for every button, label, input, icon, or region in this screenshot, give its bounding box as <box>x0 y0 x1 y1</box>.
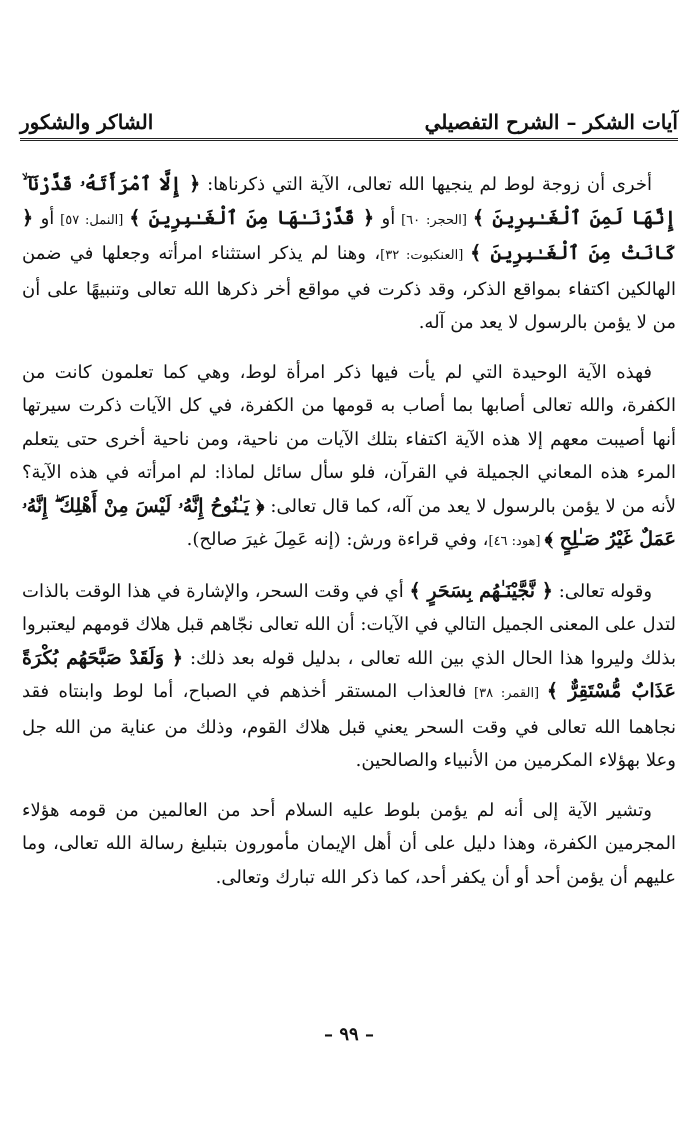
verse-reference: [العنكبوت: ٣٢] <box>380 248 471 263</box>
body-paragraph <box>22 575 676 778</box>
running-header <box>20 100 678 141</box>
quran-verse: ﴿ قَدَّرْنَـٰهَا مِنَ ٱلْغَـٰبِرِينَ ﴾ <box>129 206 375 229</box>
body-text: فالعذاب المستقر أخذهم في الصباح، أما لوط وابنتاه فقد نجاهما الله تعالى في وقت السحر يعني قبل هلاك القوم، وذلك من عناية من الله جل وعلا بهؤلاء المكرمين من الأنبياء والصالحين. <box>22 681 676 771</box>
body-text: أو <box>374 207 396 229</box>
page-number: – ٩٩ – <box>324 1024 374 1045</box>
quran-verse: ﴿ يَـٰنُوحُ إِنَّهُۥ لَيْسَ مِنْ أَهْلِكَ ۖ إِنَّهُۥ عَمَلٌ غَيْرُ صَـٰلِحٍ ﴾ <box>22 494 676 550</box>
quran-verse: ﴿ نَّجَّيْنَـٰهُم بِسَحَرٍ ﴾ <box>409 579 553 602</box>
quran-verse: ﴿ وَلَقَدْ صَبَّحَهُم بُكْرَةً عَذَابٌ مُّسْتَقِرٌّ ﴾ <box>22 646 676 702</box>
verse-reference: [القمر: ٣٨] <box>466 686 547 701</box>
body-text: وتشير الآية إلى أنه لم يؤمن بلوط عليه السلام أحد من العالمين من قومه هؤلاء المجرمين الكفرة، وهذا دليل على أن أهل الإيمان مأمورون بتبليغ رسالة الله تعالى، وما عليهم أن يؤمن أحد أو أن يكفر أحد، كما ذكر الله تبارك وتعالى. <box>22 799 676 888</box>
verse-reference: [هود: ٤٦] <box>488 534 545 549</box>
body-text: ، وفي قراءة ورش: (إنه عَمِلَ غيرَ صالح). <box>186 529 489 550</box>
page-body <box>22 168 676 894</box>
body-paragraph <box>22 794 676 895</box>
body-text: أخرى أن زوجة لوط لم ينجيها الله تعالى، الآية التي ذكرناها: <box>200 174 652 195</box>
body-text: فهذه الآية الوحيدة التي لم يأت فيها ذكر امرأة لوط، وهي كما تعلمون كانت من الكفرة، والله تعالى أصابها بما أصاب به قومها من الكفرة، في كل الآيات ذكرت سيرتها أنها أصيبت معهم إلا هذه الآية اكتفاء بتلك الآيات من ناحية، ومن ناحية أخرى حتى يتعلم المرء هذه المعاني الجميلة في القرآن، فلو سأل سائل لماذا: لم امرأته في هذه الآية؟ لأنه من لا يؤمن بالرسول لا يعد من آله، كما قال تعالى: <box>22 361 676 517</box>
quran-verse: ﴿ كَانَتْ مِنَ ٱلْغَـٰبِرِينَ ﴾ <box>22 206 676 264</box>
body-text: أو <box>33 207 55 229</box>
body-text: أي في وقت السحر، والإشارة في هذا الوقت بالذات لتدل على المعنى الجميل التالي في الآيات: أن الله تعالى نجّاهم قبل هلاك قومهم ليعتبروا بذلك وليروا هذا الحال الذي بين الله تعالى ، بدليل قوله بعد ذلك: <box>22 580 676 669</box>
body-paragraph <box>22 168 676 340</box>
quran-verse: ﴿ إِلَّا ٱمْرَأَتَهُۥ قَدَّرْنَآ ۙ إِنَّهَا لَمِنَ ٱلْغَـٰبِرِينَ ﴾ <box>22 173 676 229</box>
header-section-title: الشاكر والشكور <box>20 110 154 134</box>
verse-reference: [الحجر: ٦٠] <box>395 212 473 228</box>
verse-reference: [النمل: ٥٧] <box>54 212 130 228</box>
header-chapter-title: آيات الشكر – الشرح التفصيلي <box>424 110 678 134</box>
body-paragraph <box>22 356 676 559</box>
body-text: وقوله تعالى: <box>552 580 653 602</box>
body-text: ، وهنا لم يذكر استثناء امرأته وجعلها في ضمن الهالكين اكتفاء بمواقع الذكر، وقد ذكرت في مواقع أخر ذكرها الله تعالى وتنبيهًا على أن من لا يؤمن بالرسول لا يعد من آله. <box>22 243 676 333</box>
